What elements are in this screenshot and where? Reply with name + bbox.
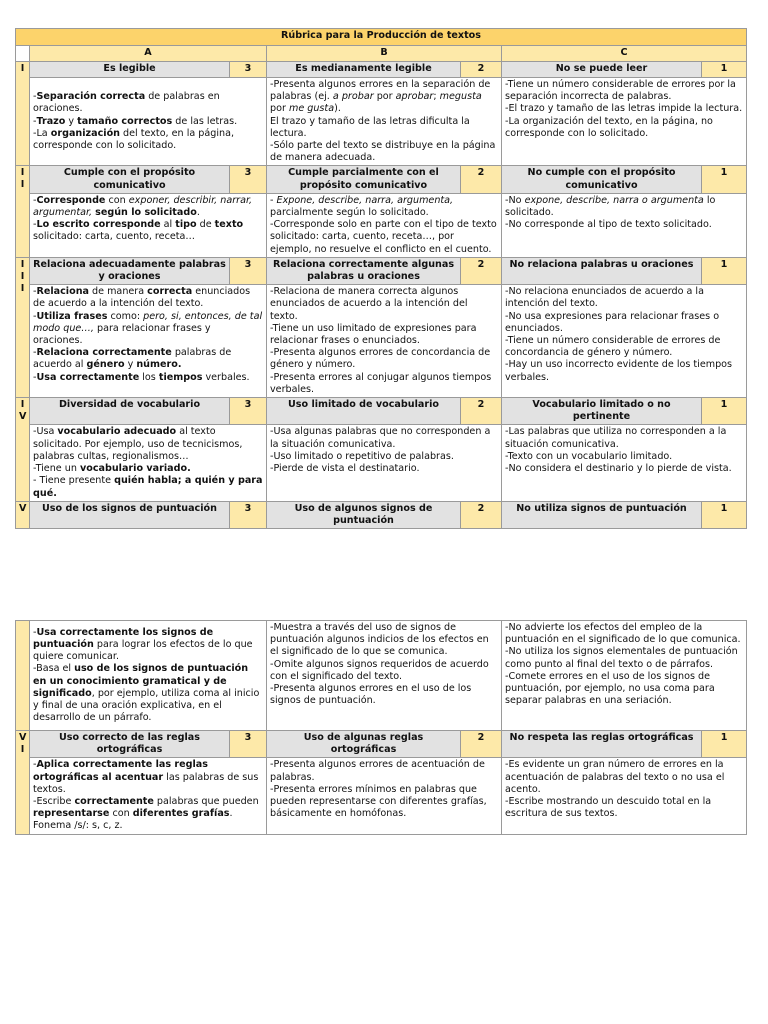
descriptor-line bbox=[33, 195, 263, 219]
score-b: 2 bbox=[461, 731, 502, 758]
score-c: 1 bbox=[702, 166, 747, 193]
descriptor-text: - bbox=[270, 194, 277, 206]
descriptor-text: de las letras. bbox=[172, 115, 238, 127]
descriptor-text: Separación correcta bbox=[36, 91, 146, 103]
descriptor-text: -Usa bbox=[33, 426, 58, 438]
descriptor-text: Expone, describe, narra, argumenta, bbox=[276, 194, 454, 206]
descriptor-line bbox=[270, 116, 498, 140]
descriptor-line bbox=[505, 451, 743, 463]
descriptor-text: uso de los signos de puntuación en un conocimiento gramatical y de significado bbox=[33, 663, 249, 699]
descriptor-text: Aplica correctamente las reglas ortográficas al acentuar bbox=[33, 759, 208, 783]
descriptor-line bbox=[33, 311, 263, 348]
descriptor-text: -No usa expresiones para relacionar frases o enunciados. bbox=[505, 310, 720, 334]
descriptor-line bbox=[33, 426, 263, 463]
descriptor-text: al texto solicitado. Por ejemplo, uso de tecnicismos, palabras cultas, regionalismos… bbox=[33, 426, 243, 462]
descriptor-line bbox=[505, 116, 743, 140]
score-b: 2 bbox=[461, 62, 502, 78]
descriptor-line bbox=[270, 463, 498, 475]
descriptor-text: -Uso limitado o repetitivo de palabras. bbox=[270, 450, 454, 462]
descriptor-line bbox=[270, 659, 498, 683]
score-a: 3 bbox=[230, 62, 267, 78]
descriptor-line bbox=[270, 451, 498, 463]
descriptor-text: texto bbox=[214, 219, 244, 231]
descriptor-text: -Presenta algunos errores de acentuación de palabras. bbox=[270, 759, 485, 783]
descriptor-line bbox=[505, 646, 743, 670]
descriptor-line bbox=[33, 372, 263, 384]
descriptor-line bbox=[33, 91, 263, 115]
criterion-level-a: Cumple con el propósito comunicativo bbox=[30, 166, 230, 193]
descriptor-a bbox=[30, 78, 267, 166]
score-a: 3 bbox=[230, 501, 267, 528]
descriptor-line bbox=[505, 671, 743, 708]
column-c-header: C bbox=[502, 46, 747, 62]
descriptor-text: ). bbox=[334, 103, 341, 115]
descriptor-line bbox=[505, 311, 743, 335]
criterion-level-c: No cumple con el propósito comunicativo bbox=[502, 166, 702, 193]
descriptor-text: género bbox=[86, 359, 125, 371]
score-a: 3 bbox=[230, 398, 267, 425]
criterion-level-c: No se puede leer bbox=[502, 62, 702, 78]
descriptor-line bbox=[505, 195, 743, 219]
descriptor-text: - bbox=[33, 219, 37, 231]
criterion-level-b: Es medianamente legible bbox=[267, 62, 461, 78]
descriptor-text: -Las palabras que utiliza no corresponden a la situación comunicativa. bbox=[505, 426, 727, 450]
descriptor-text: para lograr los efectos de lo que quiere comunicar. bbox=[33, 638, 253, 663]
descriptor-line bbox=[270, 683, 498, 707]
descriptor-c bbox=[502, 78, 747, 166]
descriptor-line bbox=[505, 759, 743, 796]
descriptor-text: megusta bbox=[439, 91, 482, 103]
column-a-header: A bbox=[30, 46, 267, 62]
descriptor-text: -Es evidente un gran número de errores en la acentuación de palabras del texto o no usa el acento. bbox=[505, 759, 725, 795]
descriptor-text: - bbox=[33, 371, 37, 383]
descriptor-text: las palabras de sus textos. bbox=[33, 771, 259, 795]
descriptor-text: Trazo bbox=[36, 115, 66, 127]
score-c: 1 bbox=[702, 501, 747, 528]
descriptor-b bbox=[267, 193, 502, 257]
descriptor-line bbox=[270, 784, 498, 821]
descriptor-c bbox=[502, 758, 747, 834]
descriptor-line bbox=[270, 759, 498, 783]
descriptor-line bbox=[270, 347, 498, 371]
descriptor-text: -El trazo y tamaño de las letras impide la lectura. bbox=[505, 103, 743, 115]
descriptor-text: palabras de acuerdo al bbox=[33, 347, 232, 371]
descriptor-text: de bbox=[196, 219, 215, 231]
descriptor-text: - bbox=[33, 626, 37, 638]
descriptor-b bbox=[267, 425, 502, 501]
descriptor-line bbox=[33, 663, 263, 724]
descriptor-text: -Texto con un vocabulario limitado. bbox=[505, 450, 673, 462]
descriptor-text: vocabulario adecuado bbox=[57, 426, 177, 438]
descriptor-line bbox=[270, 195, 498, 219]
descriptor-text: expone, describe, narra o argumenta bbox=[524, 194, 704, 206]
descriptor-text: . Fonema /s/: s, c, z. bbox=[33, 808, 233, 832]
criterion-level-a: Uso correcto de las reglas ortográficas bbox=[30, 731, 230, 758]
descriptor-a bbox=[30, 758, 267, 834]
descriptor-text: -Sólo parte del texto se distribuye en la página de manera adecuada. bbox=[270, 140, 496, 164]
descriptor-text: Utiliza frases bbox=[36, 310, 108, 322]
descriptor-text: - Tiene presente bbox=[33, 475, 115, 487]
descriptor-text: - bbox=[33, 115, 37, 127]
criterion-numeral: I I I bbox=[16, 257, 30, 397]
criterion-level-a: Uso de los signos de puntuación bbox=[30, 501, 230, 528]
score-b: 2 bbox=[461, 166, 502, 193]
descriptor-text: - bbox=[33, 286, 37, 298]
descriptor-text: -Pierde de vista el destinatario. bbox=[270, 463, 420, 475]
criterion-level-a: Diversidad de vocabulario bbox=[30, 398, 230, 425]
descriptor-text: correcta bbox=[147, 286, 193, 298]
descriptor-text: -Presenta errores mínimos en palabras que pueden representarse con diferentes grafías, básicamente en homófonas. bbox=[270, 783, 487, 820]
criterion-level-b: Uso de algunos signos de puntuación bbox=[267, 501, 461, 528]
descriptor-a bbox=[30, 193, 267, 257]
descriptor-line bbox=[505, 335, 743, 359]
rubric-table-page-1 bbox=[15, 28, 747, 529]
descriptor-a bbox=[30, 621, 267, 731]
descriptor-text: El trazo y tamaño de las letras dificulta la lectura. bbox=[270, 115, 470, 139]
rubric-title: Rúbrica para la Producción de textos bbox=[16, 29, 747, 46]
descriptor-b bbox=[267, 621, 502, 731]
descriptor-text: -Presenta errores al conjugar algunos tiempos verbales. bbox=[270, 371, 492, 395]
descriptor-text: -Tiene un número considerable de errores de concordancia de género y número. bbox=[505, 335, 721, 359]
descriptor-text: - bbox=[33, 194, 37, 206]
score-b: 2 bbox=[461, 501, 502, 528]
descriptor-text: pero, si, entonces, de tal modo que…, bbox=[33, 310, 263, 334]
criterion-level-b: Relaciona correctamente algunas palabras u oraciones bbox=[267, 257, 461, 284]
descriptor-text: lo solicitado. bbox=[505, 194, 716, 219]
descriptor-text: tipo bbox=[175, 219, 197, 231]
descriptor-text: -Tiene un uso limitado de expresiones para relacionar frases o enunciados. bbox=[270, 322, 477, 347]
descriptor-text: verbales. bbox=[202, 371, 250, 383]
criterion-level-b: Cumple parcialmente con el propósito comunicativo bbox=[267, 166, 461, 193]
descriptor-text: - bbox=[33, 759, 37, 771]
descriptor-text: como: bbox=[107, 310, 144, 322]
descriptor-text: -Presenta algunos errores de concordancia de género y número. bbox=[270, 347, 491, 371]
descriptor-line bbox=[33, 759, 263, 796]
descriptor-text: - bbox=[33, 310, 37, 322]
descriptor-text: tamaño correctos bbox=[77, 115, 173, 127]
descriptor-line bbox=[505, 219, 743, 231]
descriptor-a bbox=[30, 285, 267, 398]
criterion-level-b: Uso de algunas reglas ortográficas bbox=[267, 731, 461, 758]
descriptor-text: Usa correctamente bbox=[36, 371, 140, 383]
descriptor-text: del texto, en la página, corresponde con lo solicitado. bbox=[33, 127, 235, 152]
score-c: 1 bbox=[702, 398, 747, 425]
descriptor-line bbox=[33, 116, 263, 128]
criterion-level-a: Es legible bbox=[30, 62, 230, 78]
descriptor-text: por bbox=[270, 103, 289, 115]
descriptor-text: Usa correctamente los signos de puntuación bbox=[33, 626, 214, 650]
descriptor-text: según lo solicitado bbox=[95, 207, 197, 219]
descriptor-text: -La bbox=[33, 127, 51, 139]
descriptor-text: a probar bbox=[332, 91, 374, 103]
descriptor-text: parcialmente según lo solicitado. bbox=[270, 207, 429, 219]
descriptor-text: -Omite algunos signos requeridos de acuerdo con el significado del texto. bbox=[270, 658, 489, 682]
descriptor-text: de palabras en oraciones. bbox=[33, 91, 220, 115]
score-b: 2 bbox=[461, 257, 502, 284]
descriptor-text: -No relaciona enunciados de acuerdo a la intención del texto. bbox=[505, 286, 704, 310]
criterion-level-c: No respeta las reglas ortográficas bbox=[502, 731, 702, 758]
descriptor-text: tiempos bbox=[158, 371, 203, 383]
descriptor-line bbox=[270, 140, 498, 164]
criterion-numeral: V bbox=[16, 501, 30, 528]
descriptor-text: -Relaciona de manera correcta algunos enunciados de acuerdo a la intención del texto. bbox=[270, 286, 468, 322]
column-b-header: B bbox=[267, 46, 502, 62]
descriptor-c bbox=[502, 193, 747, 257]
descriptor-text: de manera bbox=[89, 286, 148, 298]
criterion-level-b: Uso limitado de vocabulario bbox=[267, 398, 461, 425]
descriptor-text: vocabulario variado. bbox=[79, 463, 191, 475]
descriptor-text: -Escribe mostrando un descuido total en la escritura de sus textos. bbox=[505, 796, 712, 820]
descriptor-text: Relaciona bbox=[36, 286, 89, 298]
descriptor-text: -Usa algunas palabras que no corresponden a la situación comunicativa. bbox=[270, 426, 491, 450]
score-c: 1 bbox=[702, 731, 747, 758]
descriptor-b bbox=[267, 758, 502, 834]
descriptor-text: -No corresponde al tipo de texto solicitado. bbox=[505, 219, 712, 231]
descriptor-text: con bbox=[109, 808, 133, 820]
descriptor-line bbox=[270, 426, 498, 450]
descriptor-line bbox=[270, 323, 498, 347]
descriptor-text: -No considera el destinario y lo pierde de vista. bbox=[505, 463, 732, 475]
descriptor-text: por bbox=[373, 91, 396, 103]
descriptor-text: -Tiene un bbox=[33, 463, 80, 475]
criterion-level-c: Vocabulario limitado o no pertinente bbox=[502, 398, 702, 425]
descriptor-text: y bbox=[124, 359, 137, 371]
descriptor-line bbox=[33, 128, 263, 152]
descriptor-line bbox=[270, 372, 498, 396]
descriptor-line bbox=[33, 463, 263, 475]
score-a: 3 bbox=[230, 731, 267, 758]
score-a: 3 bbox=[230, 257, 267, 284]
descriptor-text: Corresponde bbox=[36, 194, 106, 206]
descriptor-text: -La organización del texto, en la página, no corresponde con lo solicitado. bbox=[505, 115, 713, 139]
corner-cell bbox=[16, 46, 30, 62]
descriptor-text: Relaciona correctamente bbox=[36, 347, 172, 359]
descriptor-text: quién habla; a quién y para qué. bbox=[33, 475, 263, 499]
descriptor-text: -Presenta algunos errores en la separación de palabras (ej. bbox=[270, 79, 491, 103]
descriptor-text: al bbox=[160, 219, 176, 231]
descriptor-text: enunciados de acuerdo a la intención del texto. bbox=[33, 286, 251, 310]
descriptor-text: -Hay un uso incorrecto evidente de los tiempos verbales. bbox=[505, 359, 733, 383]
criterion-level-c: No relaciona palabras u oraciones bbox=[502, 257, 702, 284]
descriptor-text: -Presenta algunos errores en el uso de los signos de puntuación. bbox=[270, 683, 472, 707]
descriptor-line bbox=[270, 219, 498, 256]
descriptor-text: solicitado: carta, cuento, receta… bbox=[33, 231, 195, 243]
descriptor-text: me gusta bbox=[288, 103, 335, 115]
descriptor-line bbox=[505, 622, 743, 646]
descriptor-c bbox=[502, 285, 747, 398]
descriptor-text: los bbox=[139, 371, 159, 383]
criterion-level-a: Relaciona adecuadamente palabras y oraciones bbox=[30, 257, 230, 284]
descriptor-line bbox=[33, 219, 263, 243]
descriptor-line bbox=[270, 286, 498, 323]
descriptor-text: representarse bbox=[33, 808, 110, 820]
descriptor-text: correctamente bbox=[74, 796, 154, 808]
descriptor-text: aprobar bbox=[395, 91, 434, 103]
descriptor-text: Lo escrito corresponde bbox=[36, 219, 161, 231]
descriptor-c bbox=[502, 621, 747, 731]
descriptor-line bbox=[33, 286, 263, 310]
descriptor-text: -Basa el bbox=[33, 663, 75, 675]
descriptor-text: exponer, describir, narrar, argumentar, bbox=[33, 194, 253, 219]
descriptor-text: diferentes grafías bbox=[132, 808, 230, 820]
descriptor-line bbox=[33, 796, 263, 833]
descriptor-text: número. bbox=[136, 359, 182, 371]
descriptor-text: . bbox=[196, 207, 200, 219]
descriptor-line bbox=[505, 796, 743, 820]
descriptor-text: -No bbox=[505, 194, 525, 206]
score-c: 1 bbox=[702, 257, 747, 284]
descriptor-text: y bbox=[65, 115, 78, 127]
descriptor-line bbox=[33, 627, 263, 664]
descriptor-line bbox=[33, 475, 263, 499]
descriptor-text: ; bbox=[433, 91, 440, 103]
descriptor-text: - bbox=[33, 347, 37, 359]
descriptor-text: - bbox=[33, 91, 37, 103]
descriptor-line bbox=[505, 463, 743, 475]
criterion-side-blank bbox=[16, 621, 30, 731]
descriptor-text: -Corresponde solo en parte con el tipo de texto solicitado: carta, cuento, receta…, por ejemplo, no resuelve el conflicto en el cuento. bbox=[270, 219, 497, 255]
descriptor-text: -Muestra a través del uso de signos de puntuación algunos indicios de los efectos en el significado de lo que se comunica. bbox=[270, 622, 489, 658]
descriptor-a bbox=[30, 425, 267, 501]
descriptor-line bbox=[505, 79, 743, 103]
descriptor-line bbox=[505, 103, 743, 115]
descriptor-c bbox=[502, 425, 747, 501]
descriptor-text: con bbox=[105, 194, 129, 206]
criterion-numeral: I bbox=[16, 62, 30, 166]
descriptor-line bbox=[270, 622, 498, 659]
descriptor-line bbox=[33, 347, 263, 371]
score-a: 3 bbox=[230, 166, 267, 193]
descriptor-text: -Comete errores en el uso de los signos de puntuación, por ejemplo, no usa coma para separar palabras en una seriación. bbox=[505, 670, 715, 707]
descriptor-text: -No utiliza los signos elementales de puntuación como punto al final del texto o de párrafos. bbox=[505, 646, 738, 670]
descriptor-text: palabras que pueden bbox=[153, 796, 259, 808]
descriptor-line bbox=[505, 359, 743, 383]
descriptor-text: , por ejemplo, utiliza coma al inicio y final de una oración explicativa, en el desarrollo de un párrafo. bbox=[33, 687, 260, 724]
score-c: 1 bbox=[702, 62, 747, 78]
criterion-numeral: I I bbox=[16, 166, 30, 257]
descriptor-text: -No advierte los efectos del empleo de la puntuación en el significado de lo que comunica. bbox=[505, 622, 741, 646]
score-b: 2 bbox=[461, 398, 502, 425]
rubric-table-page-2 bbox=[15, 620, 747, 835]
descriptor-line bbox=[505, 426, 743, 450]
criterion-level-c: No utiliza signos de puntuación bbox=[502, 501, 702, 528]
descriptor-text: organización bbox=[50, 127, 120, 139]
descriptor-text: -Tiene un número considerable de errores por la separación incorrecta de palabras. bbox=[505, 79, 736, 103]
descriptor-b bbox=[267, 285, 502, 398]
criterion-numeral: I V bbox=[16, 398, 30, 502]
descriptor-text: -Escribe bbox=[33, 796, 75, 808]
descriptor-b bbox=[267, 78, 502, 166]
criterion-numeral: V I bbox=[16, 731, 30, 835]
descriptor-line bbox=[270, 79, 498, 116]
descriptor-line bbox=[505, 286, 743, 310]
descriptor-text: para relacionar frases y oraciones. bbox=[33, 322, 211, 347]
